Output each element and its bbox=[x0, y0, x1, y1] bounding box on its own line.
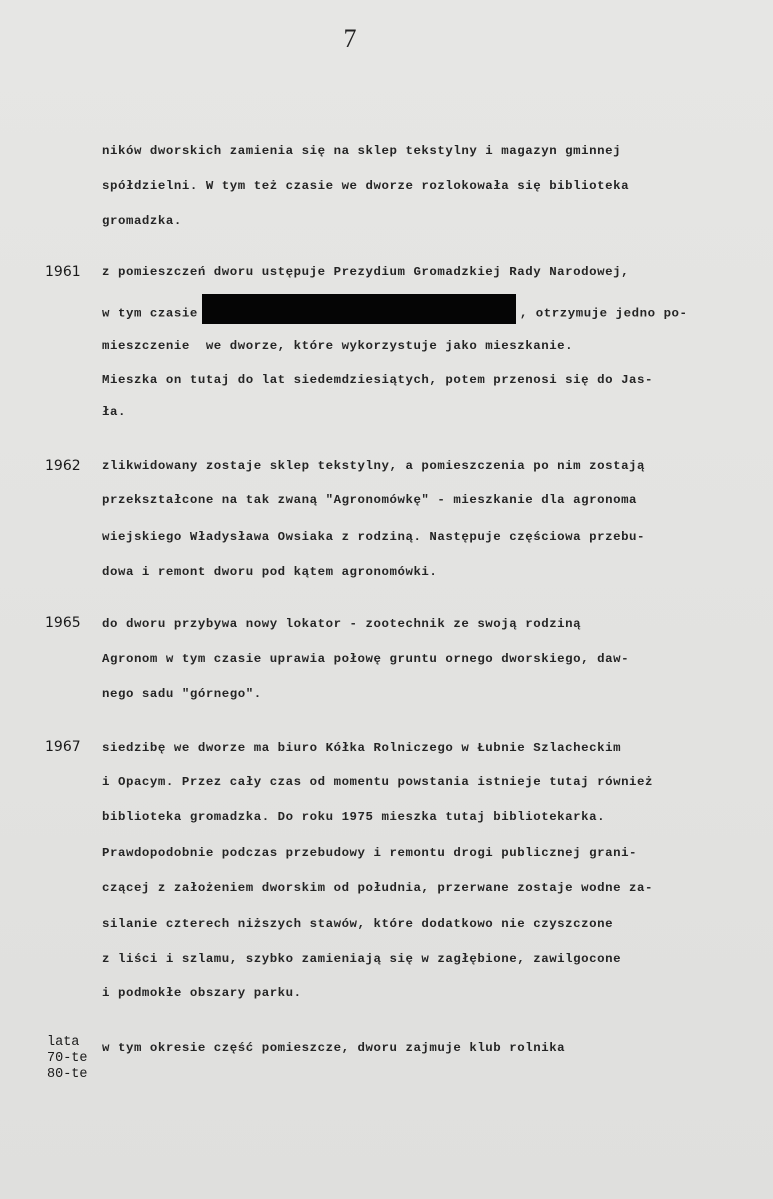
entry-year-line: lata bbox=[47, 1035, 80, 1050]
redaction-bar bbox=[202, 294, 516, 324]
entry-year: 1962 bbox=[45, 458, 81, 474]
entry-line: Mieszka on tutaj do lat siedemdziesiątych, potem przenosi się do Jas- bbox=[102, 373, 654, 387]
entry-line: mieszczenie we dworze, które wykorzystuje jako mieszkanie. bbox=[102, 339, 574, 353]
entry-line: i Opacym. Przez cały czas od momentu powstania istnieje tutaj również bbox=[102, 775, 654, 789]
intro-line: gromadzka. bbox=[102, 214, 182, 228]
entry-line: dowa i remont dworu pod kątem agronomówki. bbox=[102, 565, 438, 579]
page-number: 7 bbox=[343, 24, 357, 53]
entry-line: z pomieszczeń dworu ustępuje Prezydium Gromadzkiej Rady Narodowej, bbox=[102, 265, 630, 279]
entry-line-after: , otrzymuje jedno po- bbox=[519, 306, 688, 321]
entry-year: 1961 bbox=[45, 264, 81, 280]
entry-line: silanie czterech niższych stawów, które dodatkowo nie czyszczone bbox=[102, 917, 614, 931]
intro-line: spółdzielni. W tym też czasie we dworze rozlokowała się biblioteka bbox=[102, 179, 630, 193]
entry-line-before: w tym czasie bbox=[102, 306, 198, 321]
entry-line: nego sadu "górnego". bbox=[102, 687, 262, 701]
entry-line: przekształcone na tak zwaną "Agronomówkę" - mieszkanie dla agronoma bbox=[102, 493, 638, 507]
entry-line: czącej z założeniem dworskim od południa, przerwane zostaje wodne za- bbox=[102, 881, 654, 895]
entry-line: Prawdopodobnie podczas przebudowy i remontu drogi publicznej grani- bbox=[102, 846, 638, 860]
entry-line: ła. bbox=[102, 405, 126, 419]
entry-line: siedzibę we dworze ma biuro Kółka Rolniczego w Łubnie Szlacheckim bbox=[102, 741, 622, 755]
entry-line: Agronom w tym czasie uprawia połowę gruntu ornego dworskiego, daw- bbox=[102, 652, 630, 666]
intro-line: ników dworskich zamienia się na sklep tekstylny i magazyn gminnej bbox=[102, 144, 622, 158]
entry-year-line: 80-te bbox=[47, 1067, 88, 1082]
entry-line: do dworu przybywa nowy lokator - zootechnik ze swoją rodziną bbox=[102, 617, 582, 631]
entry-line: wiejskiego Władysława Owsiaka z rodziną. Następuje częściowa przebu- bbox=[102, 530, 646, 544]
entry-year: 1965 bbox=[45, 615, 81, 631]
entry-line: biblioteka gromadzka. Do roku 1975 mieszka tutaj bibliotekarka. bbox=[102, 810, 606, 824]
entry-line: w tym okresie część pomieszcze, dworu zajmuje klub rolnika bbox=[102, 1041, 566, 1055]
entry-line: i podmokłe obszary parku. bbox=[102, 986, 302, 1000]
entry-line: z liści i szlamu, szybko zamieniają się w zagłębione, zawilgocone bbox=[102, 952, 622, 966]
entry-line: zlikwidowany zostaje sklep tekstylny, a pomieszczenia po nim zostają bbox=[102, 459, 646, 473]
entry-year: 1967 bbox=[45, 739, 81, 755]
entry-year-line: 70-te bbox=[47, 1051, 88, 1066]
entry-line-redacted bbox=[102, 302, 688, 324]
